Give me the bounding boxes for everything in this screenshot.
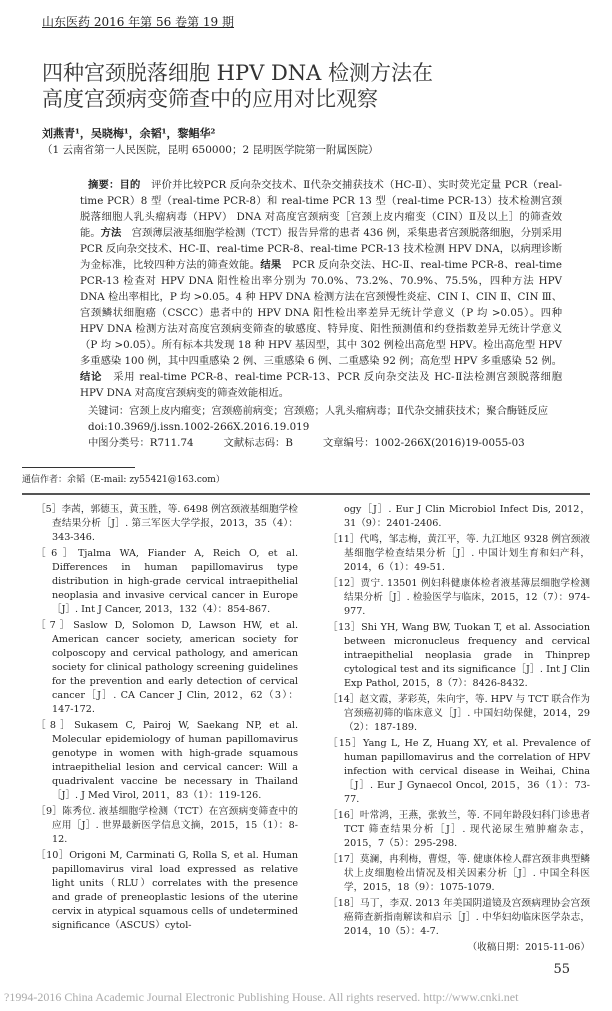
abstract-results: PCR 反向杂交法、HC-Ⅱ、real-time PCR-8、real-time PCR-13 检查对 HPV DNA 阳性检出率分别为 70.0%、73.2%、70.9%、75.5%，四种方法 HPV DNA 检出率相比，P 均 >0.05。4 种 HPV DNA 检测方法在宫颈慢性炎症、CIN Ⅰ、CIN Ⅱ、CIN Ⅲ、宫颈鳞状细胞癌（CSCC）患者中的 HPV DNA 阳性检出率差异无统计学意义（P 均 >0.05）。四种 HPV DNA 检测方法对高度宫颈病变筛查的敏感度、特异度、阳性预测值和约登指数差异无统计学意义（P 均 >0.05）。所有标本共发现 18 种 HPV 基因型，其中 302 例检出高危型 HPV。检出高危型 HPV 多重感染 100 例，其中四重感染 2 例、三重感染 6 例、二重感染 92 例；高危型 HPV 多重感染 52 例。 [80, 259, 563, 367]
abstract-methods: 宫颈薄层液基细胞学检测（TCT）报告异常的患者 436 例，采集患者宫颈脱落细胞，分别采用 PCR 反向杂交技术、HC-Ⅱ、real-time PCR-8、real-time PCR-13 技术检测 HPV DNA，以病理诊断为金标准，比较四种方法的筛查效能。 [80, 227, 562, 271]
footnote-divider [22, 467, 135, 468]
reference-item: ［18］马丁，李双. 2013 年美国阴道镜及宫颈病理协会宫颈癌筛查新指南解读和启示［J］. 中华妇幼临床医学杂志，2014，10（5）：4-7. [328, 898, 590, 937]
reference-item: ［11］代鸣，邹志梅，黄江平，等. 九江地区 9328 例宫颈液基细胞学检查结果分析［J］. 中国计划生育和妇产科，2014，6（1）：49-51. [328, 534, 590, 573]
references-right-column [328, 503, 590, 955]
references-left-column [36, 503, 298, 955]
conclusion-label: 结论 [80, 371, 103, 383]
abstract-objective: 评价并比较PCR 反向杂交技术、Ⅱ代杂交捕获技术（HC-Ⅱ）、实时荧光定量 PCR（real-time PCR）8 型（real-time PCR-8）和 real-time PCR 13 型（real-time PCR-13）技术检测宫颈脱落细胞人乳头瘤病毒（HPV） DNA 对高度宫颈病变［宫颈上皮内瘤变（CIN）Ⅱ及以上］的筛查效能。 [80, 179, 562, 239]
reference-continuation: ogy［J］. Eur J Clin Microbiol Infect Dis, 2012，31（9）：2401-2406. [344, 504, 590, 529]
abstract [80, 177, 562, 401]
reference-item: ［17］莫澜，冉利梅，曹煜，等. 健康体检人群宫颈非典型鳞状上皮细胞检出情况及相关因素分析［J］. 中国全科医学，2015，18（9）：1075-1079. [328, 854, 590, 893]
methods-label: 方法 [100, 227, 122, 239]
title-line-2: 高度宫颈病变筛查中的应用对比观察 [42, 87, 378, 111]
reference-item: ［9］陈秀位. 液基细胞学检测（TCT）在宫颈病变筛查中的应用［J］. 世界最新医学信息文摘，2015，15（1）：8-12. [36, 806, 298, 845]
reference-item: ［16］叶常鸿，王燕，张敦兰，等. 不同年龄段妇科门诊患者 TCT 筛查结果分析［J］. 现代泌尿生殖肿瘤杂志，2015，7（5）：295-298. [328, 810, 590, 849]
clc-number: 中图分类号：R711.74 [88, 437, 194, 449]
received-date: （收稿日期：2015-11-06） [467, 942, 590, 953]
reference-item: ［5］李茜，郭德玉，黄玉胜，等. 6498 例宫颈液基细胞学检查结果分析［J］. 第三军医大学学报，2013，35（4）：343-346. [36, 504, 298, 543]
doi[interactable]: doi:10.3969/j.issn.1002-266X.2016.19.019 [88, 421, 310, 433]
reference-item: ［13］Shi YH, Wang BW, Tuokan T, et al. Association between micronucleus frequency and cervical intraepithelial neoplasia grade in Thinprep cytological test and its significance［J］. Int J Clin Exp Pathol, 2015，8（7）：8426-8432. [328, 622, 590, 689]
journal-header: 山东医药 2016 年第 56 卷第 19 期 [42, 15, 234, 29]
reference-item: ［8］Sukasem C, Pairoj W, Saekang NP, et al. Molecular epidemiology of human papillomavirus genotype in women with high-grade squamous intraepithelial lesion and cervical cancer: Will a quadrivalent vaccine be necessary in Thailand［J］. J Med Virol, 2011，83（1）：119-126. [36, 720, 298, 801]
reference-item: ［6］Tjalma WA, Fiander A, Reich O, et al. Differences in human papillomavirus type distribution in high-grade cervical intraepithelial neoplasia and invasive cervical cancer in Europe［J］. Int J Cancer, 2013，132（4）：854-867. [36, 548, 298, 615]
abstract-conclusion: 采用 real-time PCR-8、real-time PCR-13、PCR 反向杂交法及 HC-Ⅱ法检测宫颈脱落细胞 HPV DNA 对高度宫颈病变的筛查效能相近。 [80, 371, 562, 399]
references [22, 503, 590, 955]
classification-line [88, 435, 562, 451]
article-title [42, 60, 590, 112]
title-line-1: 四种宫颈脱落细胞 HPV DNA 检测方法在 [42, 61, 434, 85]
reference-item: ［15］Yang L, He Z, Huang XY, et al. Prevalence of human papillomavirus and the correlation of HPV infection with cervical disease in Weihai, China［J］. Eur J Gynaecol Oncol, 2015，36（1）：73-77. [328, 738, 590, 805]
page-number: 55 [553, 962, 570, 977]
reference-item: ［10］Origoni M, Carminati G, Rolla S, et al. Human papillomavirus viral load expressed as relative light units（RLU）correlates with the presence and grade of preneoplastic lesions of the uterine cervix in atypical squamous cells of undetermined significance（ASCUS）cytol- [36, 850, 298, 931]
authors: 刘燕青¹，吴晓梅¹，余韬¹，黎鲳华² [42, 127, 216, 140]
affiliation: （1 云南省第一人民医院，昆明 650000；2 昆明医学院第一附属医院） [42, 144, 379, 156]
article-number: 文章编号：1002-266X(2016)19-0055-03 [322, 437, 525, 449]
corresponding-author: 通信作者：余韬（E-mail: zy55421@163.com） [22, 475, 225, 485]
reference-item: ［14］赵文霞，茅彩英，朱向宇，等. HPV 与 TCT 联合作为宫颈癌初筛的临床意义［J］. 中国妇幼保健，2014，29（2）：187-189. [328, 694, 590, 733]
section-divider [22, 493, 590, 495]
reference-item: ［12］贾宁. 13501 例妇科健康体检者液基薄层细胞学检测结果分析［J］. 检验医学与临床，2015，12（7）：974-977. [328, 578, 590, 617]
copyright-watermark: ?1994-2016 China Academic Journal Electronic Publishing House. All rights reserved. http://www.cnki.net [4, 990, 519, 1004]
abstract-label: 摘要：目的 [88, 179, 141, 191]
keywords: 关键词：宫颈上皮内瘤变；宫颈癌前病变；宫颈癌；人乳头瘤病毒；Ⅱ代杂交捕获技术；聚合酶链反应 [88, 405, 549, 417]
reference-item: ［7］Saslow D, Solomon D, Lawson HW, et al. American cancer society, american society for colposcopy and cervical pathology, and american society for clinical pathology screening guidelines for the prevention and early detection of cervical cancer［J］. CA Cancer J Clin, 2012，62（3）：147-172. [36, 620, 298, 715]
results-label: 结果 [260, 259, 282, 271]
document-code: 文献标志码：B [223, 437, 293, 449]
